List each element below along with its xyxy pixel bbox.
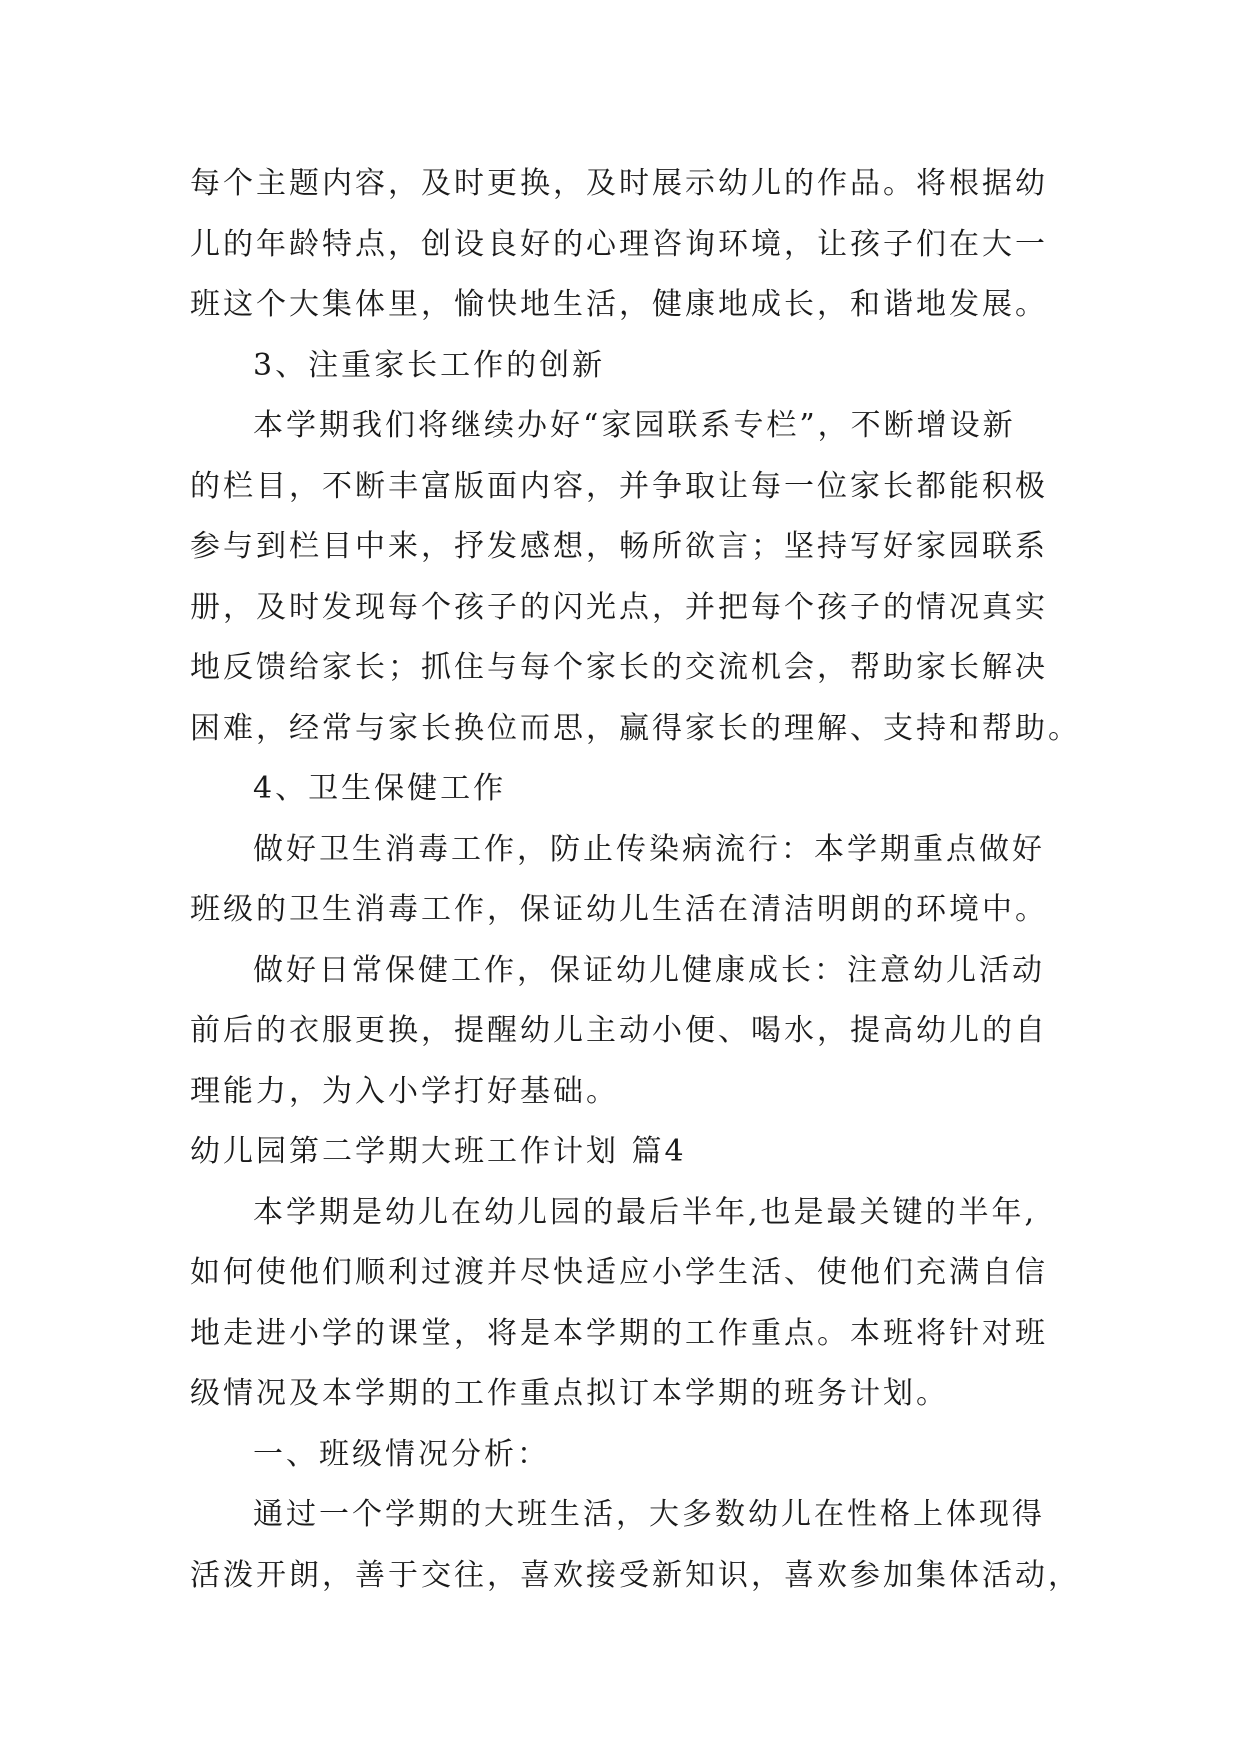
text-line: 本学期是幼儿在幼儿园的最后半年,也是最关键的半年, [253,1194,1038,1230]
document-page [190,154,1081,1606]
text-line: 级情况及本学期的工作重点拟订本学期的班务计划。 [190,1376,949,1411]
text-line: 困难，经常与家长换位而思，赢得家长的理解、支持和帮助。 [190,710,1081,746]
section-heading: 4、卫生保健工作 [253,771,507,806]
text-line: 活泼开朗，善于交往，喜欢接受新知识，喜欢参加集体活动， [190,1557,1081,1593]
document-title: 幼儿园第二学期大班工作计划 篇4 [190,1134,687,1169]
text-line: 前后的衣服更换，提醒幼儿主动小便、喝水，提高幼儿的自 [190,1013,1048,1048]
text-line: 做好日常保健工作，保证幼儿健康成长：注意幼儿活动 [253,952,1045,988]
text-line: 的栏目，不断丰富版面内容，并争取让每一位家长都能积极 [190,468,1048,504]
text-line: 地走进小学的课堂，将是本学期的工作重点。本班将针对班 [190,1315,1048,1351]
text-line: 地反馈给家长；抓住与每个家长的交流机会，帮助家长解决 [190,650,1048,685]
section-heading: 3、注重家长工作的创新 [253,347,606,383]
text-line: 册，及时发现每个孩子的闪光点，并把每个孩子的情况真实 [190,589,1048,625]
section-heading: 一、班级情况分析： [253,1436,550,1472]
text-line: 如何使他们顺利过渡并尽快适应小学生活、使他们充满自信 [190,1255,1048,1290]
text-line: 班级的卫生消毒工作，保证幼儿生活在清洁明朗的环境中。 [190,892,1048,927]
text-line: 班这个大集体里，愉快地生活，健康地成长，和谐地发展。 [190,287,1048,322]
text-line: 参与到栏目中来，抒发感想，畅所欲言；坚持写好家园联系 [190,529,1048,564]
text-line: 每个主题内容，及时更换，及时展示幼儿的作品。将根据幼 [190,166,1048,201]
text-line: 儿的年龄特点，创设良好的心理咨询环境，让孩子们在大一 [190,226,1048,262]
text-line: 本学期我们将继续办好“家园联系专栏”，不断增设新 [253,408,1016,443]
text-line: 做好卫生消毒工作，防止传染病流行：本学期重点做好 [253,831,1045,867]
text-line: 理能力，为入小学打好基础。 [190,1073,619,1109]
text-line: 通过一个学期的大班生活，大多数幼儿在性格上体现得 [253,1497,1045,1532]
